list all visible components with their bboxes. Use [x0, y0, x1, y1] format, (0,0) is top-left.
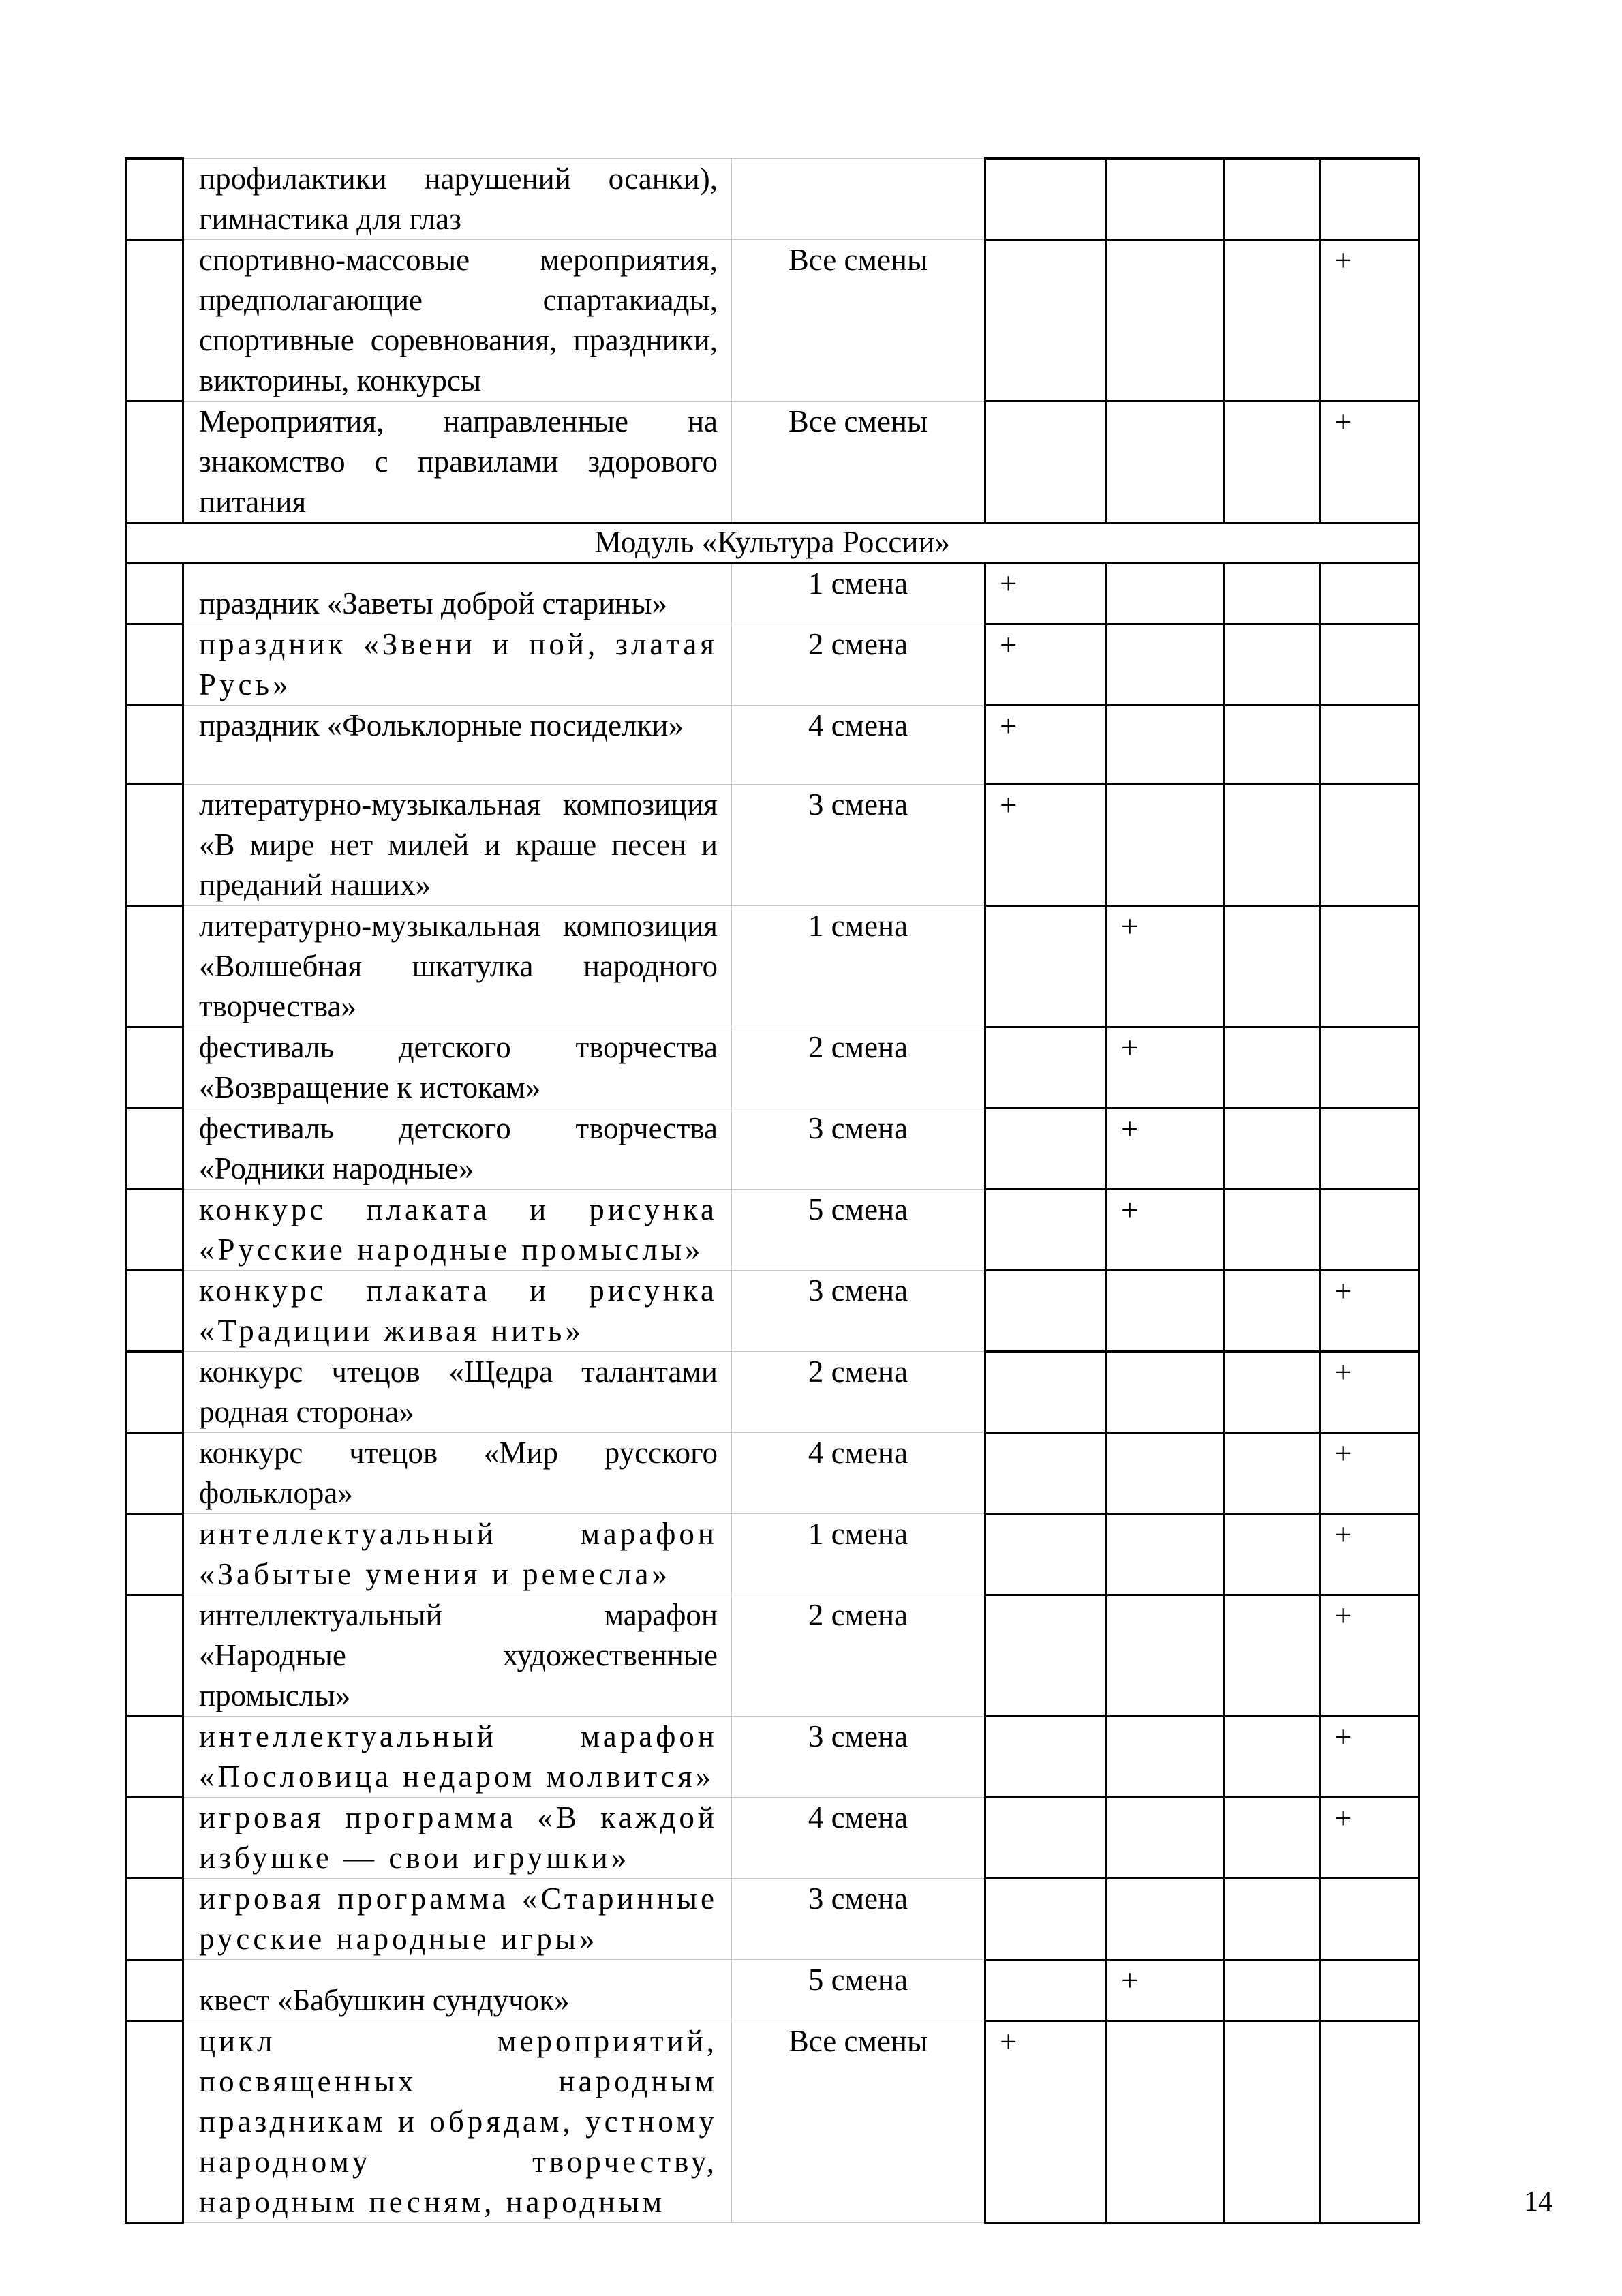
plus-mark: + — [1334, 1274, 1352, 1308]
mark-cell-2 — [1107, 1798, 1224, 1879]
mark-cell-3 — [1224, 785, 1320, 906]
mark-cell-1 — [985, 1595, 1107, 1717]
activity-description-cell — [183, 240, 732, 402]
mark-cell-1 — [985, 624, 1107, 706]
mark-cell-1 — [985, 159, 1107, 240]
mark-cell-1 — [985, 402, 1107, 524]
plus-mark: + — [1121, 909, 1139, 943]
activity-description: праздник «Звени и пой, златая Русь» — [199, 627, 718, 701]
plus-mark: + — [1334, 1355, 1352, 1389]
activity-description-cell — [183, 402, 732, 524]
row-number-cell — [126, 1433, 183, 1514]
table-row — [126, 785, 1419, 906]
row-number-cell — [126, 1798, 183, 1879]
shift-value: 4 смена — [808, 1436, 908, 1470]
shift-cell — [732, 1190, 985, 1271]
activity-description: профилактики нарушений осанки), гимнастика для глаз — [199, 162, 718, 236]
row-number-cell — [126, 240, 183, 402]
row-number-cell — [126, 1717, 183, 1798]
row-number-cell — [126, 563, 183, 624]
table-row — [126, 240, 1419, 402]
mark-cell-4 — [1320, 2021, 1419, 2223]
shift-value: 4 смена — [808, 708, 908, 742]
activity-description-cell — [183, 1514, 732, 1595]
mark-cell-1 — [985, 1960, 1107, 2021]
mark-cell-1 — [985, 1514, 1107, 1595]
mark-cell-4 — [1320, 240, 1419, 402]
plus-mark: + — [1121, 1031, 1139, 1065]
mark-cell-4 — [1320, 1108, 1419, 1190]
shift-value: 2 смена — [808, 627, 908, 661]
activity-description-cell — [183, 785, 732, 906]
row-number-cell — [126, 1352, 183, 1433]
table-row — [126, 1879, 1419, 1960]
mark-cell-4 — [1320, 1717, 1419, 1798]
shift-value: 1 смена — [808, 567, 908, 601]
activity-description: Мероприятия, направленные на знакомство с правилами здорового питания — [199, 404, 718, 519]
activity-description-cell — [183, 1433, 732, 1514]
mark-cell-2 — [1107, 1879, 1224, 1960]
shift-cell — [732, 1717, 985, 1798]
mark-cell-1 — [985, 1879, 1107, 1960]
mark-cell-3 — [1224, 563, 1320, 624]
activity-description-cell — [183, 624, 732, 706]
mark-cell-2 — [1107, 402, 1224, 524]
shift-cell — [732, 1595, 985, 1717]
activity-description-cell — [183, 906, 732, 1027]
shift-value: 5 смена — [808, 1963, 908, 1997]
row-number-cell — [126, 1514, 183, 1595]
table-row — [126, 906, 1419, 1027]
mark-cell-3 — [1224, 1433, 1320, 1514]
plus-mark: + — [1000, 628, 1017, 662]
mark-cell-3 — [1224, 159, 1320, 240]
mark-cell-1 — [985, 706, 1107, 785]
shift-cell — [732, 2021, 985, 2223]
mark-cell-2 — [1107, 2021, 1224, 2223]
mark-cell-1 — [985, 1717, 1107, 1798]
mark-cell-4 — [1320, 706, 1419, 785]
mark-cell-2 — [1107, 563, 1224, 624]
plus-mark: + — [1000, 2025, 1017, 2059]
table-row — [126, 624, 1419, 706]
mark-cell-3 — [1224, 1108, 1320, 1190]
mark-cell-2 — [1107, 159, 1224, 240]
row-number-cell — [126, 159, 183, 240]
table-row — [126, 1960, 1419, 2021]
row-number-cell — [126, 785, 183, 906]
mark-cell-1 — [985, 785, 1107, 906]
activity-description-cell — [183, 159, 732, 240]
mark-cell-4 — [1320, 1271, 1419, 1352]
activity-description-cell — [183, 706, 732, 785]
mark-cell-1 — [985, 1108, 1107, 1190]
shift-cell — [732, 1798, 985, 1879]
mark-cell-2 — [1107, 906, 1224, 1027]
mark-cell-2 — [1107, 624, 1224, 706]
shift-value: 3 смена — [808, 1719, 908, 1753]
mark-cell-1 — [985, 1190, 1107, 1271]
mark-cell-1 — [985, 1027, 1107, 1108]
mark-cell-1 — [985, 1798, 1107, 1879]
table-row — [126, 2021, 1419, 2223]
activity-description: квест «Бабушкин сундучок» — [199, 1983, 570, 2017]
shift-value: 2 смена — [808, 1030, 908, 1064]
shift-cell — [732, 1433, 985, 1514]
mark-cell-2 — [1107, 1352, 1224, 1433]
table-row — [126, 1027, 1419, 1108]
row-number-cell — [126, 1190, 183, 1271]
activity-description-cell — [183, 1190, 732, 1271]
mark-cell-3 — [1224, 706, 1320, 785]
plus-mark: + — [1334, 1720, 1352, 1754]
mark-cell-1 — [985, 906, 1107, 1027]
activity-description: конкурс чтецов «Мир русского фольклора» — [199, 1436, 718, 1510]
mark-cell-4 — [1320, 1879, 1419, 1960]
mark-cell-1 — [985, 240, 1107, 402]
mark-cell-3 — [1224, 1717, 1320, 1798]
shift-cell — [732, 240, 985, 402]
activity-description: цикл мероприятий, посвященных народным праздникам и обрядам, устному народному творчеству, народным песням, народным — [199, 2024, 718, 2219]
mark-cell-2 — [1107, 1595, 1224, 1717]
row-number-cell — [126, 1879, 183, 1960]
shift-value: 3 смена — [808, 1111, 908, 1145]
mark-cell-2 — [1107, 1960, 1224, 2021]
shift-value: 5 смена — [808, 1192, 908, 1226]
shift-cell — [732, 402, 985, 524]
table-row — [126, 1108, 1419, 1190]
activity-description-cell — [183, 1027, 732, 1108]
activity-description: фестиваль детского творчества «Родники народные» — [199, 1111, 718, 1185]
shift-value: 1 смена — [808, 1517, 908, 1551]
mark-cell-4 — [1320, 1514, 1419, 1595]
row-number-cell — [126, 1271, 183, 1352]
table-row — [126, 159, 1419, 240]
shift-cell — [732, 1879, 985, 1960]
plus-mark: + — [1121, 1112, 1139, 1146]
mark-cell-2 — [1107, 785, 1224, 906]
mark-cell-4 — [1320, 624, 1419, 706]
table-row — [126, 1271, 1419, 1352]
activity-description: конкурс чтецов «Щедра талантами родная сторона» — [199, 1355, 718, 1429]
activity-description: конкурс плаката и рисунка «Традиции живая нить» — [199, 1273, 718, 1348]
row-number-cell — [126, 1027, 183, 1108]
activity-description-cell — [183, 563, 732, 624]
table-row — [126, 1717, 1419, 1798]
mark-cell-3 — [1224, 240, 1320, 402]
shift-cell — [732, 563, 985, 624]
plus-mark: + — [1000, 709, 1017, 743]
mark-cell-4 — [1320, 1433, 1419, 1514]
shift-value: 2 смена — [808, 1598, 908, 1632]
plus-mark: + — [1334, 1436, 1352, 1470]
mark-cell-3 — [1224, 906, 1320, 1027]
shift-cell — [732, 624, 985, 706]
activity-description-cell — [183, 1108, 732, 1190]
mark-cell-4 — [1320, 402, 1419, 524]
shift-cell — [732, 1108, 985, 1190]
shift-cell — [732, 906, 985, 1027]
mark-cell-1 — [985, 1271, 1107, 1352]
activity-description: игровая программа «Старинные русские народные игры» — [199, 1882, 718, 1956]
mark-cell-3 — [1224, 402, 1320, 524]
mark-cell-2 — [1107, 1190, 1224, 1271]
mark-cell-3 — [1224, 1514, 1320, 1595]
shift-cell — [732, 1027, 985, 1108]
activity-description-cell — [183, 1271, 732, 1352]
shift-value: 2 смена — [808, 1355, 908, 1389]
mark-cell-1 — [985, 2021, 1107, 2223]
mark-cell-3 — [1224, 2021, 1320, 2223]
shift-cell — [732, 159, 985, 240]
activity-description: игровая программа «В каждой избушке — свои игрушки» — [199, 1800, 718, 1875]
row-number-cell — [126, 906, 183, 1027]
shift-cell — [732, 1271, 985, 1352]
activity-description: литературно-музыкальная композиция «Волшебная шкатулка народного творчества» — [199, 909, 718, 1023]
shift-value: Все смены — [788, 2024, 928, 2058]
mark-cell-3 — [1224, 1271, 1320, 1352]
activity-description: интеллектуальный марафон «Пословица недаром молвится» — [199, 1719, 718, 1794]
shift-value: Все смены — [788, 404, 928, 438]
mark-cell-1 — [985, 1433, 1107, 1514]
table-row — [126, 563, 1419, 624]
mark-cell-4 — [1320, 1352, 1419, 1433]
plus-mark: + — [1121, 1193, 1139, 1227]
shift-value: 1 смена — [808, 909, 908, 943]
table-row — [126, 1595, 1419, 1717]
activity-description-cell — [183, 1960, 732, 2021]
table-row — [126, 402, 1419, 524]
row-number-cell — [126, 624, 183, 706]
activities-table — [125, 157, 1420, 2224]
page-number: 14 — [1524, 2186, 1552, 2218]
mark-cell-4 — [1320, 1595, 1419, 1717]
plus-mark: + — [1334, 243, 1352, 277]
activity-description: литературно-музыкальная композиция «В мире нет милей и краше песен и преданий наших» — [199, 787, 718, 902]
mark-cell-4 — [1320, 563, 1419, 624]
activity-description: праздник «Заветы доброй старины» — [199, 586, 667, 620]
row-number-cell — [126, 1595, 183, 1717]
activity-description-cell — [183, 1798, 732, 1879]
shift-value: 3 смена — [808, 1273, 908, 1308]
mark-cell-1 — [985, 1352, 1107, 1433]
table-row — [126, 1798, 1419, 1879]
row-number-cell — [126, 706, 183, 785]
shift-value: 3 смена — [808, 787, 908, 821]
shift-cell — [732, 706, 985, 785]
plus-mark: + — [1334, 1599, 1352, 1633]
activity-description: праздник «Фольклорные посиделки» — [199, 708, 684, 742]
mark-cell-2 — [1107, 1271, 1224, 1352]
row-number-cell — [126, 2021, 183, 2223]
mark-cell-2 — [1107, 1717, 1224, 1798]
row-number-cell — [126, 402, 183, 524]
table-row — [126, 1433, 1419, 1514]
table-row — [126, 1352, 1419, 1433]
activity-description-cell — [183, 1595, 732, 1717]
row-number-cell — [126, 1960, 183, 2021]
mark-cell-2 — [1107, 240, 1224, 402]
shift-value: 4 смена — [808, 1800, 908, 1834]
mark-cell-4 — [1320, 785, 1419, 906]
activity-description-cell — [183, 1717, 732, 1798]
row-number-cell — [126, 1108, 183, 1190]
mark-cell-3 — [1224, 1798, 1320, 1879]
mark-cell-3 — [1224, 1027, 1320, 1108]
activity-description: интеллектуальный марафон «Забытые умения и ремесла» — [199, 1517, 718, 1591]
plus-mark: + — [1334, 1801, 1352, 1835]
mark-cell-3 — [1224, 1190, 1320, 1271]
mark-cell-2 — [1107, 1514, 1224, 1595]
plus-mark: + — [1334, 405, 1352, 439]
shift-value: 3 смена — [808, 1882, 908, 1916]
activity-description-cell — [183, 2021, 732, 2223]
shift-cell — [732, 1960, 985, 2021]
mark-cell-3 — [1224, 1352, 1320, 1433]
mark-cell-3 — [1224, 624, 1320, 706]
mark-cell-4 — [1320, 159, 1419, 240]
shift-cell — [732, 785, 985, 906]
mark-cell-4 — [1320, 906, 1419, 1027]
mark-cell-3 — [1224, 1960, 1320, 2021]
mark-cell-4 — [1320, 1190, 1419, 1271]
mark-cell-2 — [1107, 1027, 1224, 1108]
mark-cell-1 — [985, 563, 1107, 624]
mark-cell-2 — [1107, 1108, 1224, 1190]
mark-cell-4 — [1320, 1960, 1419, 2021]
table-row — [126, 1514, 1419, 1595]
mark-cell-2 — [1107, 1433, 1224, 1514]
mark-cell-4 — [1320, 1027, 1419, 1108]
shift-value: Все смены — [788, 243, 928, 277]
mark-cell-3 — [1224, 1595, 1320, 1717]
activity-description: фестиваль детского творчества «Возвращение к истокам» — [199, 1030, 718, 1104]
mark-cell-2 — [1107, 706, 1224, 785]
activity-description: конкурс плаката и рисунка «Русские народные промыслы» — [199, 1192, 718, 1267]
plus-mark: + — [1334, 1517, 1352, 1552]
activity-description-cell — [183, 1352, 732, 1433]
plus-mark: + — [1000, 567, 1017, 601]
module-header-row — [126, 524, 1419, 563]
plus-mark: + — [1121, 1963, 1139, 1997]
activity-description: интеллектуальный марафон «Народные художественные промыслы» — [199, 1598, 718, 1712]
shift-cell — [732, 1514, 985, 1595]
plus-mark: + — [1000, 788, 1017, 822]
table-body — [126, 159, 1419, 2223]
table-row — [126, 706, 1419, 785]
mark-cell-4 — [1320, 1798, 1419, 1879]
activity-description-cell — [183, 1879, 732, 1960]
activity-description: спортивно-массовые мероприятия, предполагающие спартакиады, спортивные соревнования, праздники, викторины, конкурсы — [199, 243, 718, 397]
mark-cell-3 — [1224, 1879, 1320, 1960]
module-title: Модуль «Культура России» — [126, 524, 1419, 563]
shift-cell — [732, 1352, 985, 1433]
table-row — [126, 1190, 1419, 1271]
